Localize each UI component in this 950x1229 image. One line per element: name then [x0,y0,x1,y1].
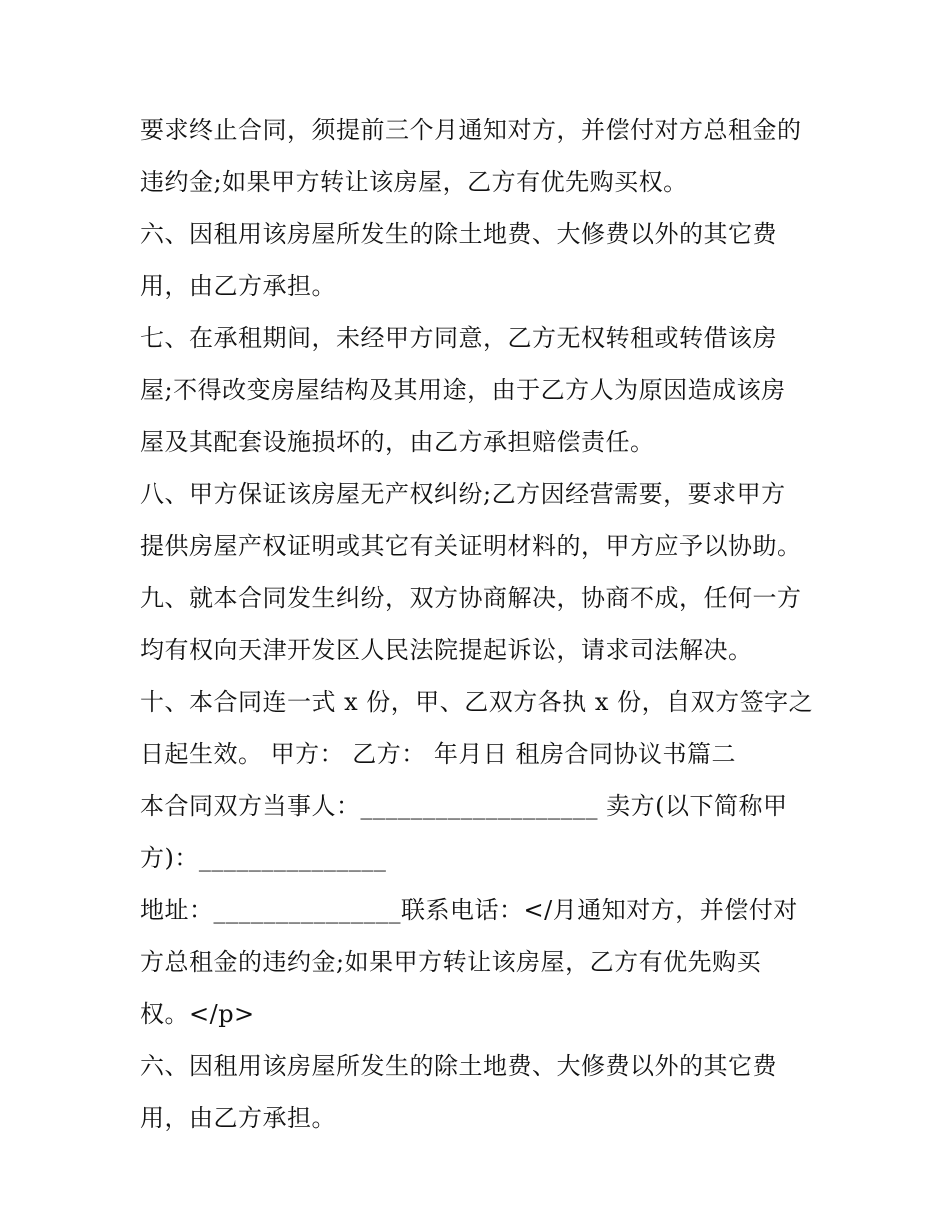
text-line: 十、本合同连一式 x 份，甲、乙双方各执 x 份，自双方签字之 [140,688,814,716]
text-line: 用，由乙方承担。 [140,1104,336,1132]
text-line: 均有权向天津开发区人民法院提起诉讼，请求司法解决。 [140,636,753,664]
text-line: 本合同双方当事人：___________________ 卖方(以下简称甲 [140,792,788,820]
text-line: 权。</p> [140,1000,255,1028]
text-line: 地址：_______________联系电话：</月通知对方，并偿付对 [140,896,798,924]
text-line: 八、甲方保证该房屋无产权纠纷;乙方因经营需要，要求甲方 [140,480,786,508]
text-line: 屋及其配套设施损坏的，由乙方承担赔偿责任。 [140,428,655,456]
text-line: 用，由乙方承担。 [140,272,336,300]
contract-text [140,104,820,1144]
text-line: 提供房屋产权证明或其它有关证明材料的，甲方应予以协助。 [140,532,802,560]
text-line: 六、因租用该房屋所发生的除土地费、大修费以外的其它费 [140,1052,777,1080]
text-line: 要求终止合同，须提前三个月通知对方，并偿付对方总租金的 [140,116,802,144]
text-line: 七、在承租期间，未经甲方同意，乙方无权转租或转借该房 [140,324,777,352]
text-line: 违约金;如果甲方转让该房屋，乙方有优先购买权。 [140,168,688,196]
text-line: 六、因租用该房屋所发生的除土地费、大修费以外的其它费 [140,220,777,248]
text-line: 方)：_______________ [140,844,387,872]
text-line: 九、就本合同发生纠纷，双方协商解决，协商不成，任何一方 [140,584,802,612]
text-line: 方总租金的违约金;如果甲方转让该房屋，乙方有优先购买 [140,948,762,976]
text-line: 日起生效。 甲方： 乙方： 年月日 租房合同协议书篇二 [140,740,737,768]
text-line: 屋;不得改变房屋结构及其用途，由于乙方人为原因造成该房 [140,376,786,404]
